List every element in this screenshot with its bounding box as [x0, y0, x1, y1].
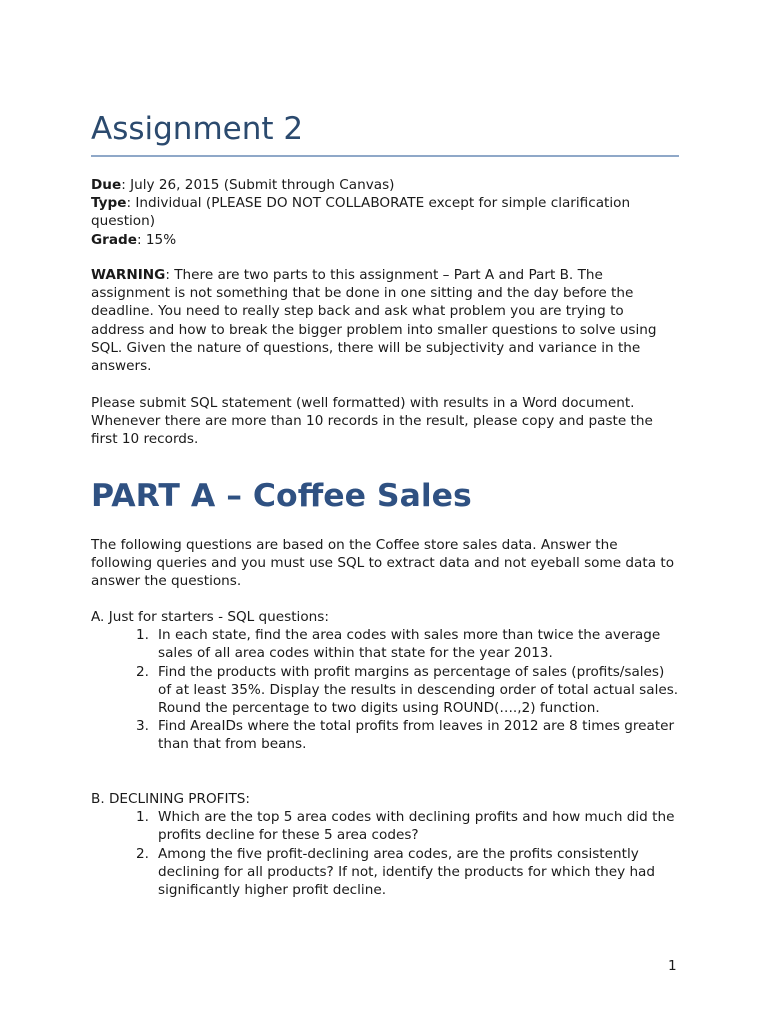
- list-item-number: 2.: [136, 845, 149, 862]
- grade-line: [91, 231, 679, 249]
- list-item: [91, 845, 679, 900]
- list-item: [91, 717, 679, 753]
- due-label: Due: [91, 177, 122, 193]
- page-title: Assignment 2: [91, 111, 304, 147]
- submit-note: [91, 394, 679, 449]
- list-item-number: 3.: [136, 718, 149, 735]
- list-item-number: 2.: [136, 663, 149, 680]
- section-b-label: B. DECLINING PROFITS:: [91, 791, 250, 807]
- list-item-text: Which are the top 5 area codes with declining profits and how much did the profits decline for these 5 area codes?: [158, 809, 675, 844]
- page-number: 1: [668, 958, 677, 974]
- list-item-number: 1.: [136, 809, 149, 826]
- section-b-list: [91, 808, 679, 899]
- type-value: : Individual (PLEASE DO NOT COLLABORATE except for simple clarification question): [91, 195, 631, 230]
- grade-value: : 15%: [137, 231, 177, 248]
- assignment-meta: [91, 176, 679, 249]
- section-b: [91, 790, 679, 899]
- part-a-intro-text: The following questions are based on the Coffee store sales data. Answer the following queries and you must use SQL to extract data and not eyeball some data to answer the questions.: [91, 537, 675, 590]
- part-a-intro: [91, 536, 679, 591]
- due-line: [91, 176, 679, 194]
- list-item: [91, 808, 679, 844]
- list-item-text: Find the products with profit margins as percentage of sales (profits/sales) of at least 35%. Display the results in descending order of total actual sales. Round the percentage to two digits using ROUND(….,2) function.: [158, 663, 679, 717]
- part-a-heading: PART A – Coffee Sales: [91, 478, 472, 514]
- warning-text: : There are two parts to this assignment – Part A and Part B. The assignment is not something that be done in one sitting and the day before the deadline. You need to really step back and ask what problem you are trying to address and how to break the bigger problem into smaller questions to solve using SQL. Given the nature of questions, there will be subjectivity and variance in the answers.: [91, 267, 657, 375]
- grade-label: Grade: [91, 231, 137, 248]
- list-item-text: Among the five profit-declining area codes, are the profits consistently declining for all products? If not, identify the products for which they had significantly higher profit decline.: [158, 845, 656, 899]
- section-a: [91, 608, 679, 754]
- section-a-list: [91, 626, 679, 753]
- list-item-text: In each state, find the area codes with sales more than twice the average sales of all area codes within that state for the year 2013.: [158, 627, 661, 662]
- warning-label: WARNING: [91, 267, 166, 283]
- list-item: [91, 663, 679, 718]
- due-value: : July 26, 2015 (Submit through Canvas): [121, 177, 395, 193]
- type-label: Type: [91, 195, 127, 212]
- type-line: [91, 194, 679, 230]
- list-item-text: Find AreaIDs where the total profits from leaves in 2012 are 8 times greater than that from beans.: [158, 718, 675, 753]
- section-a-label: A. Just for starters - SQL questions:: [91, 609, 329, 625]
- submit-note-text: Please submit SQL statement (well formatted) with results in a Word document. Whenever there are more than 10 records in the result, please copy and paste the first 10 records.: [91, 395, 653, 448]
- list-item-number: 1.: [136, 627, 149, 644]
- list-item: [91, 626, 679, 662]
- warning-paragraph: [91, 266, 679, 375]
- title-underline: [91, 155, 679, 157]
